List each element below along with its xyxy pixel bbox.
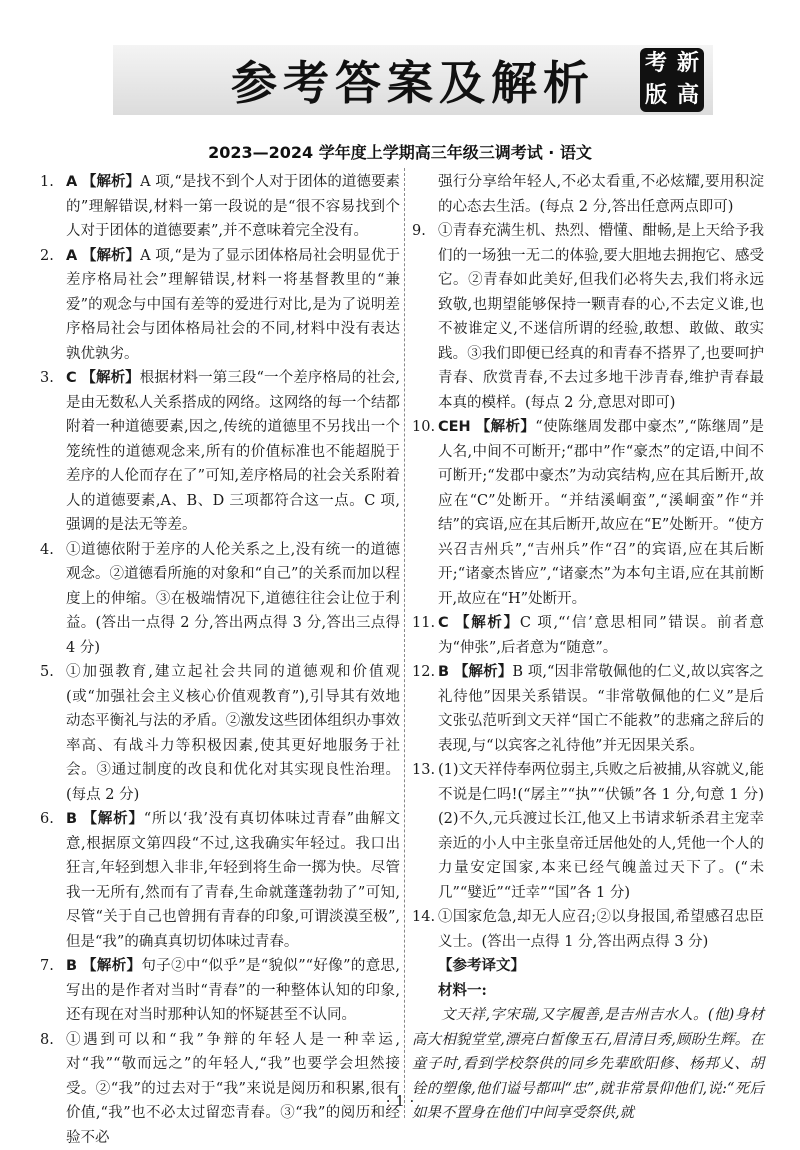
badge-char: 高 [677,85,699,107]
question-number: 1. [40,170,66,244]
answer-item-5 [40,660,400,807]
question-number: 11. [412,611,438,660]
badge-char: 新 [677,53,699,75]
answer-letter: C [438,615,449,631]
answer-text: A 项,“是为了显示团体格局社会明显优于差序格局社会”理解错误,材料一将基督教里的“兼爱”的观念与中国有差等的爱进行对比,是为了说明差序格局社会与团体格局社会的不同,材料中没有表达孰优孰劣。 [66,248,400,362]
analysis-tag: 【解析】 [81,370,139,386]
reference-translation-heading: 【参考译文】 [412,954,764,979]
answer-item-13 [412,758,764,905]
question-number: 2. [40,244,66,367]
badge-char: 考 [645,53,667,75]
answer-text: ①道德依附于差序的人伦关系之上,没有统一的道德观念。②道德看所施的对象和“自己”的关系而加以程度上的伸缩。③在极端情况下,道德往往会让位于利益。(答出一点得 2 分,答出两点得 3 分,答出三点得 4 分) [66,538,400,661]
answer-letter: B [66,811,77,827]
answer-text: 句子②中“似乎”是“貌似”“好像”的意思,写出的是作者对当时“青春”的一种整体认知的印象,还有现在对当时那种认知的怀疑甚至不认同。 [66,958,400,1023]
column-divider [404,168,405,1118]
question-number: 14. [412,905,438,954]
answer-item-3 [40,366,400,538]
analysis-tag: 【解析】 [82,958,141,974]
question-number: 4. [40,538,66,661]
answer-text: ①青春充满生机、热烈、懵懂、酣畅,是上天给予我们的一场独一无二的体验,要大胆地去拥抱它、感受它。②青春如此美好,但我们必将失去,我们将永远致敬,也期望能够保持一颗青春的心,不去定义谁,也不被谁定义,不迷信所谓的经验,敢想、敢做、敢实践。③我们即便已经真的和青春不搭界了,也要呵护青春、欣赏青春,不去过多地干涉青春,维护青春最本真的模样。(每点 2 分,意思对即可) [438,219,764,415]
answer-letter: B [66,958,77,974]
badge-char: 版 [645,85,667,107]
answer-item-11 [412,611,764,660]
answer-text: ①加强教育,建立起社会共同的道德观和价值观(或“加强社会主义核心价值观教育”),引导其有效地动态平衡礼与法的矛盾。②激发这些团体组织办事效率高、有战斗力等积极因素,使其更好地服务于社会。③通过制度的改良和优化对其实现良性治理。(每点 2 分) [66,660,400,807]
answer-text: A 项,“是找不到个人对于团体的道德要素的”理解错误,材料一第一段说的是“很不容易找到个人对于团体的道德要素”,并不意味着完全没有。 [66,174,400,239]
exam-title: 2023—2024 学年度上学期高三年级三调考试 · 语文 [0,140,800,163]
answer-text: 根据材料一第三段“一个差序格局的社会,是由无数私人关系搭成的网络。这网络的每一个结都附着一种道德要素,因之,传统的道德里不另找出一个笼统性的道德观念来,所有的价值标准也不能超脱于差序的人伦而存在了”可知,差序格局的社会关系附着人的道德要素,A、B、D 三项都符合这一点。C 项,强调的是法无等差。 [66,370,400,533]
answer-letter: B [438,664,449,680]
question-number: 8. [40,1028,66,1150]
answer-letter: CEH [438,419,471,435]
answer-item-8 [40,1028,400,1150]
question-number: 9. [412,219,438,415]
answer-item-4 [40,538,400,661]
answer-text: ①国家危急,却无人应召;②以身报国,希望感召忠臣义士。(答出一点得 1 分,答出两点得 3 分) [438,905,764,954]
edition-badge [640,48,704,112]
page-number: · 1 · [0,1092,800,1110]
question-number: 10. [412,415,438,611]
answer-text: (1)文天祥侍奉两位弱主,兵败之后被捕,从容就义,能不说是仁吗!(“孱主”“执”“伏锧”各 1 分,句意 1 分) (2)不久,元兵渡过长江,他又上书请求斩杀君主宠幸亲近的小人中主张皇帝迁居他处的人,凭他一个人的力量安定国家,本来已经气魄盖过天下了。(“未几”“嬖近”“迁幸”“国”各 1 分) [438,758,764,905]
material-label: 材料一: [412,979,764,1004]
answer-text: “所以‘我’没有真切体味过青春”曲解文意,根据原文第四段“不过,这我确实年轻过。我口出狂言,年轻到想入非非,年轻到将生命一掷为快。尽管我一无所有,然而有了青春,生命就蓬蓬勃勃了”可知,尽管“关于自己也曾拥有青春的印象,可谓淡漠至极”,但是“我”的确真真切切体味过青春。 [66,811,400,950]
answer-item-1 [40,170,400,244]
question-number: 5. [40,660,66,807]
question-number: 13. [412,758,438,905]
banner-title: 参考答案及解析 [231,47,595,113]
header-banner [113,45,713,115]
answer-letter: A [66,248,77,264]
answer-item-6 [40,807,400,954]
translation-text: 文天祥,字宋瑞,又字履善,是吉州吉水人。(他)身材高大相貌堂堂,漂亮白皙像玉石,眉清目秀,顾盼生辉。在童子时,看到学校祭供的同乡先辈欧阳修、杨邦乂、胡铨的塑像,他们谥号都叫“忠”,就非常景仰他们,说:“死后如果不置身在他们中间享受祭供,就 [412,1003,764,1126]
answer-item-14 [412,905,764,954]
left-column [40,170,400,1150]
answer-text: “使陈继周发郡中豪杰”,“陈继周”是人名,中间不可断开;“郡中”作“豪杰”的定语,中间不可断开;“发郡中豪杰”为动宾结构,应在其后断开,故应在“C”处断开。“并结溪峒蛮”,“溪峒蛮”作“并结”的宾语,应在其后断开,故应在“E”处断开。“使方兴召吉州兵”,“吉州兵”作“召”的宾语,应在其后断开;“诸豪杰皆应”,“诸豪杰”为本句主语,应在其前断开,故应在“H”处断开。 [438,419,764,607]
question-number: 7. [40,954,66,1028]
analysis-tag: 【解析】 [82,248,140,264]
answer-item-2 [40,244,400,367]
answer-text: ①遇到可以和“我”争辩的年轻人是一种幸运,对“我”“敬而远之”的年轻人,“我”也要学会坦然接受。②“我”的过去对于“我”来说是阅历和积累,很有价值,“我”也不必太过留恋青春。③“我”的阅历和经验不必 [66,1028,400,1150]
answer-text: C 项,“‘信’意思相同”错误。前者意为“伸张”,后者意为“随意”。 [438,615,764,656]
analysis-tag: 【解析】 [82,174,140,190]
analysis-tag: 【解析】 [476,419,536,435]
answer-text: B 项,“因非常敬佩他的仁义,故以宾客之礼待他”因果关系错误。“非常敬佩他的仁义”是后文张弘范听到文天祥“国亡不能救”的悲痛之辞后的表现,与“以宾客之礼待他”并无因果关系。 [438,664,764,754]
question-number: 6. [40,807,66,954]
answer-continuation: 强行分享给年轻人,不必太看重,不必炫耀,要用积淀的心态去生活。(每点 2 分,答出任意两点即可) [412,170,764,219]
answer-letter: A [66,174,77,190]
analysis-tag: 【解析】 [455,615,520,631]
answer-letter: C [66,370,77,386]
analysis-tag: 【解析】 [454,664,513,680]
answer-item-10 [412,415,764,611]
question-number: 12. [412,660,438,758]
right-column [412,170,764,1126]
question-number: 3. [40,366,66,538]
analysis-tag: 【解析】 [83,811,144,827]
answer-item-9 [412,219,764,415]
answer-item-7 [40,954,400,1028]
answer-item-12 [412,660,764,758]
